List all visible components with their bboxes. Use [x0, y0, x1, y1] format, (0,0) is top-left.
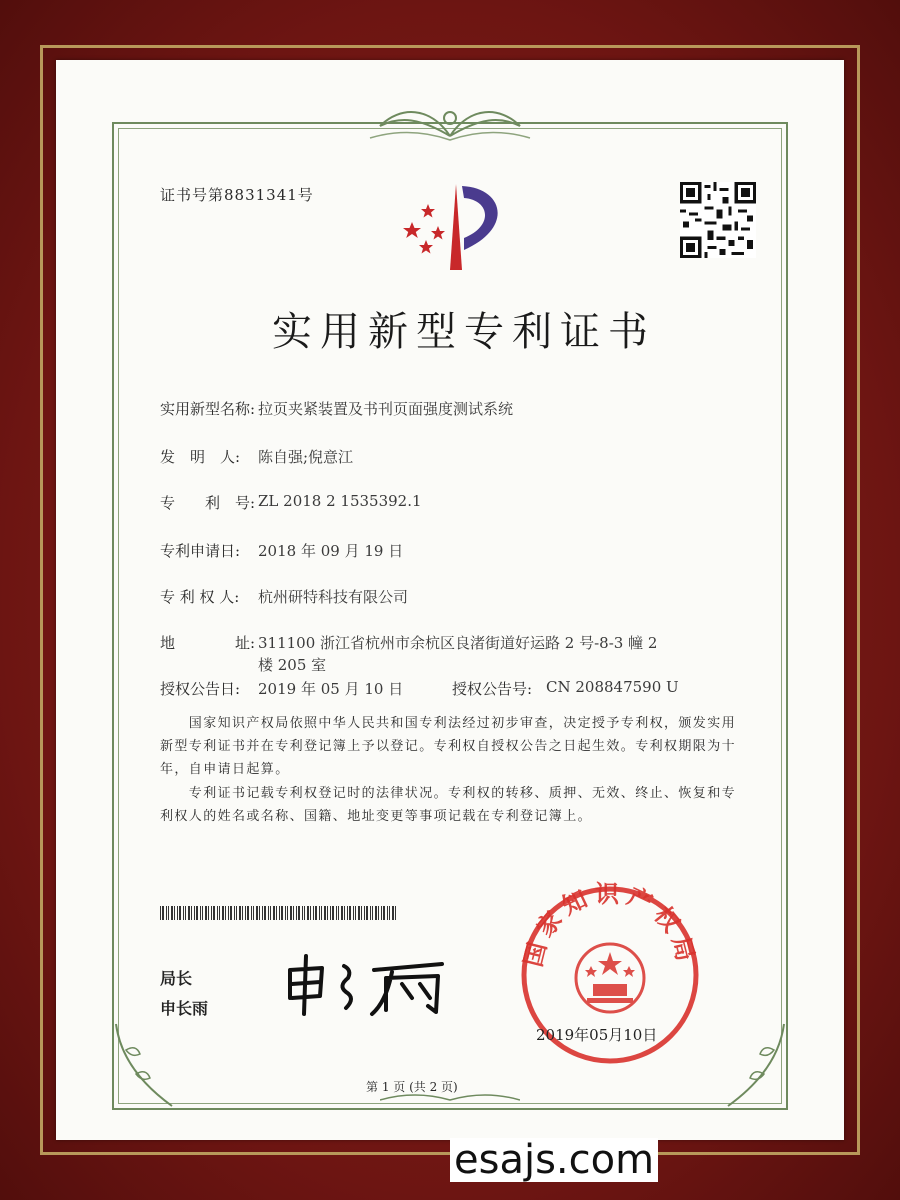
- utility-model-name-label: 实用新型名称:: [160, 400, 256, 418]
- bottom-right-ornament: [698, 1020, 788, 1110]
- body-paragraph-2: [160, 782, 750, 828]
- inventor-value: 陈自强;倪意江: [258, 448, 354, 466]
- grant-number-label: 授权公告号:: [452, 680, 533, 698]
- qr-code: [680, 182, 756, 258]
- director-name: 申长雨: [160, 999, 209, 1018]
- utility-model-name-value: 拉页夹紧装置及书刊页面强度测试系统: [258, 400, 514, 418]
- address-value-line1: 311100 浙江省杭州市余杭区良渚街道好运路 2 号-8-3 幢 2: [258, 634, 658, 652]
- certificate-number: 证书号第8831341号: [160, 186, 314, 204]
- watermark-text: esajs.com: [450, 1138, 658, 1182]
- patentee-label: 专 利 权 人:: [160, 588, 240, 606]
- para1-line3: 年，自申请日起算。: [160, 762, 290, 777]
- grant-number-value: CN 208847590 U: [546, 678, 679, 696]
- director-signature: [282, 948, 452, 1018]
- grant-date-label: 授权公告日:: [160, 680, 241, 698]
- para2-line1: 专利证书记载专利权登记时的法律状况。专利权的转移、质押、无效、终止、恢复和专: [160, 786, 737, 801]
- para1-line1: 国家知识产权局依照中华人民共和国专利法经过初步审查，决定授予专利权，颁发实用: [160, 716, 737, 731]
- page-indicator: 第 1 页 (共 2 页): [366, 1080, 458, 1094]
- director-title: 局长: [160, 969, 193, 988]
- patent-office-logo: [394, 178, 516, 274]
- para2-line2: 利权人的姓名或名称、国籍、地址变更等事项记载在专利登记簿上。: [160, 809, 593, 824]
- filing-date-value: 2018 年 09 月 19 日: [258, 542, 404, 560]
- page-title: 实用新型专利证书: [272, 309, 656, 355]
- address-label: 地 址:: [160, 634, 256, 652]
- top-ornament: [360, 96, 540, 146]
- bottom-left-ornament: [112, 1020, 202, 1110]
- patent-number-value: ZL 2018 2 1535392.1: [258, 492, 422, 510]
- body-paragraph-1: [160, 712, 750, 781]
- patentee-value: 杭州研特科技有限公司: [258, 588, 409, 606]
- patent-number-label: 专 利 号:: [160, 494, 256, 512]
- seal-date: 2019年05月10日: [536, 1026, 658, 1044]
- grant-date-value: 2019 年 05 月 10 日: [258, 680, 404, 698]
- filing-date-label: 专利申请日:: [160, 542, 241, 560]
- address-value-line2: 楼 205 室: [258, 656, 327, 674]
- inventor-label: 发 明 人:: [160, 448, 241, 466]
- barcode: [160, 906, 400, 920]
- para1-line2: 新型专利证书并在专利登记簿上予以登记。专利权自授权公告之日起生效。专利权期限为十: [160, 739, 737, 754]
- seal-text: 国家知识产权局: [519, 880, 701, 970]
